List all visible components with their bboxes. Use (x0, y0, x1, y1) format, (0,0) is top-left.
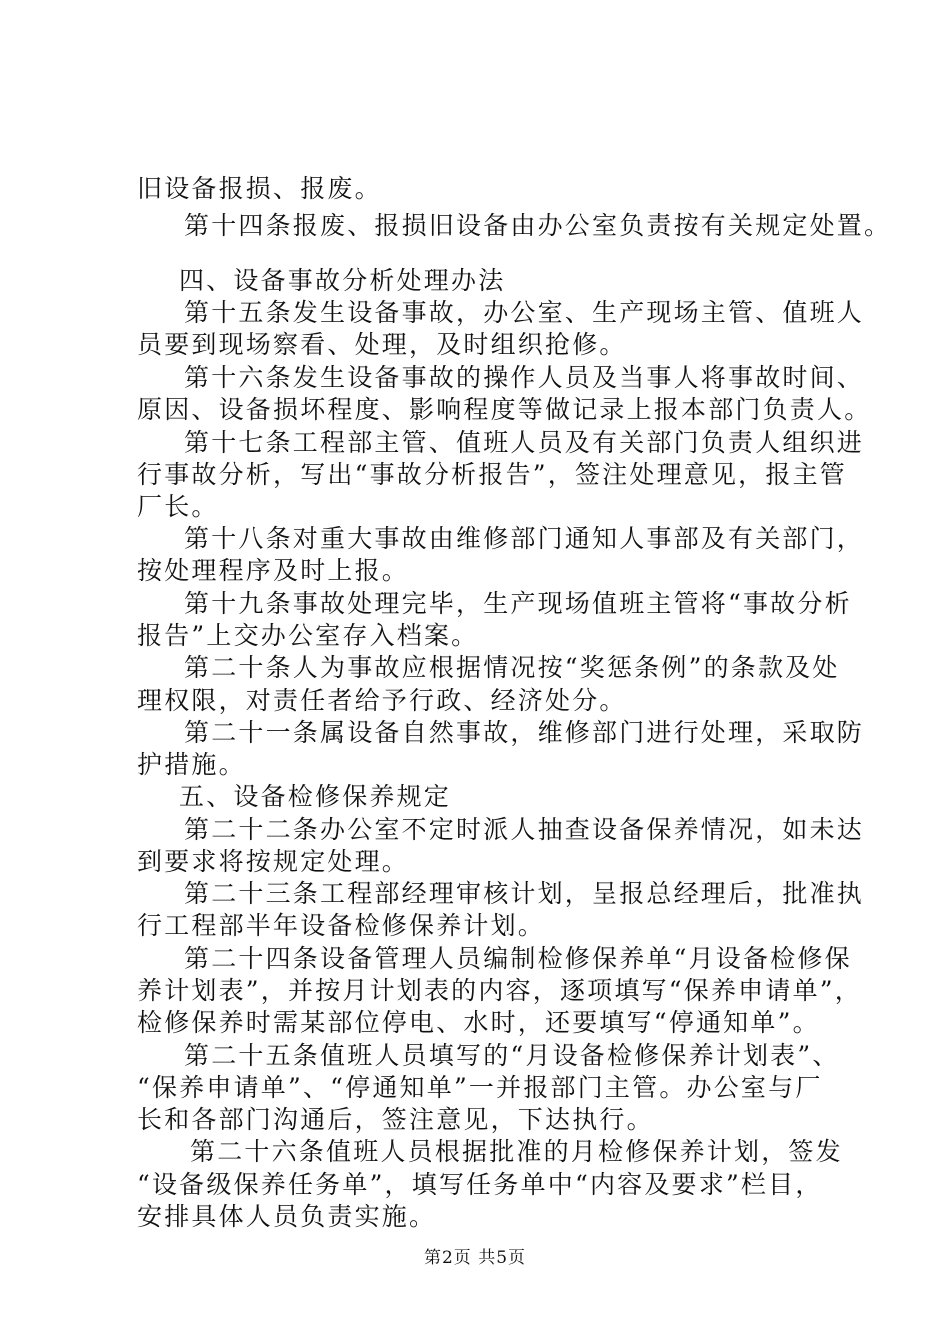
text-line: 第二十六条值班人员根据批准的月检修保养计划，签发 (190, 1137, 843, 1166)
text-line: 第二十五条值班人员填写的“月设备检修保养计划表”、 (184, 1041, 840, 1070)
text-line: 报告”上交办公室存入档案。 (137, 621, 479, 650)
section-heading: 四、设备事故分析处理办法 (179, 266, 506, 295)
text-line: “保养申请单”、“停通知单”一并报部门主管。办公室与厂 (137, 1073, 823, 1102)
text-line: 原因、设备损坏程度、影响程度等做记录上报本部门负责人。 (137, 395, 872, 424)
page-number-footer: 第2页 共5页 (423, 1248, 527, 1268)
text-line: 第二十一条属设备自然事故，维修部门进行处理，采取防 (184, 718, 865, 747)
text-line: 第二十三条工程部经理审核计划，呈报总经理后，批准执 (184, 879, 865, 908)
text-line: 第十九条事故处理完毕，生产现场值班主管将“事故分析 (184, 589, 852, 618)
text-line: 长和各部门沟通后，签注意见，下达执行。 (137, 1105, 654, 1134)
text-line: 厂长。 (137, 492, 219, 521)
text-line: 第十六条发生设备事故的操作人员及当事人将事故时间、 (184, 363, 865, 392)
section-heading: 五、设备检修保养规定 (179, 782, 452, 811)
text-line: 检修保养时需某部位停电、水时，还要填写“停通知单”。 (137, 1008, 820, 1037)
text-line: 第十八条对重大事故由维修部门通知人事部及有关部门， (184, 524, 865, 553)
text-line: 第二十条人为事故应根据情况按“奖惩条例”的条款及处 (184, 653, 840, 682)
text-line: 第十四条报废、报损旧设备由办公室负责按有关规定处置。 (184, 211, 892, 240)
text-line: 行事故分析，写出“事故分析报告”，签注处理意见，报主管 (137, 460, 847, 489)
text-line: 护措施。 (137, 750, 246, 779)
text-line: 安排具体人员负责实施。 (137, 1202, 437, 1231)
text-line: 旧设备报损、报废。 (137, 174, 382, 203)
text-line: 第十五条发生设备事故，办公室、生产现场主管、值班人 (184, 298, 865, 327)
text-line: 养计划表”，并按月计划表的内容，逐项填写“保养申请单”， (137, 976, 862, 1005)
text-line: “设备级保养任务单”，填写任务单中“内容及要求”栏目， (137, 1170, 823, 1199)
text-line: 员要到现场察看、处理，及时组织抢修。 (137, 330, 627, 359)
text-line: 理权限，对责任者给予行政、经济处分。 (137, 686, 627, 715)
text-line: 第十七条工程部主管、值班人员及有关部门负责人组织进 (184, 428, 865, 457)
text-line: 第二十二条办公室不定时派人抽查设备保养情况，如未达 (184, 815, 865, 844)
text-line: 到要求将按规定处理。 (137, 847, 410, 876)
text-line: 第二十四条设备管理人员编制检修保养单“月设备检修保 (184, 944, 852, 973)
text-line: 按处理程序及时上报。 (137, 556, 410, 585)
text-line: 行工程部半年设备检修保养计划。 (137, 911, 546, 940)
